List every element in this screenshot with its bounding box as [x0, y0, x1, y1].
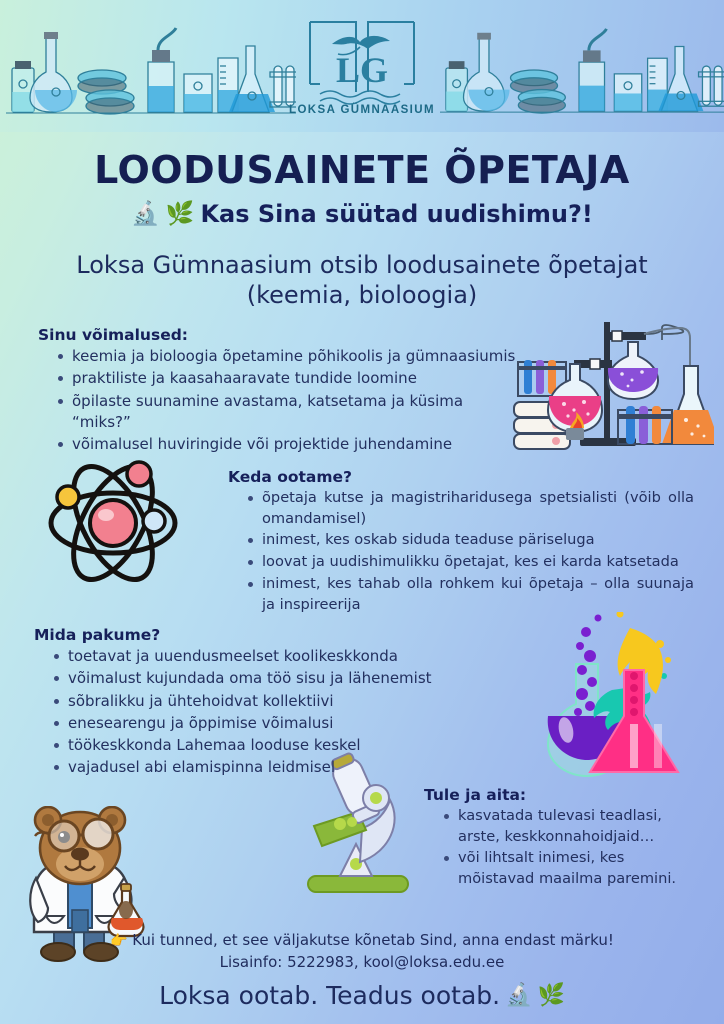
- section-mida-pakume: [34, 626, 434, 780]
- microscope-icon: 🔬: [505, 982, 533, 1008]
- list-item: toetavat ja uuendusmeelset koolikeskkonda: [54, 646, 434, 667]
- atom-illustration: [38, 452, 188, 594]
- list-item: võimalusel huviringide või projektide juhendamine: [58, 434, 518, 455]
- school-logo: [287, 14, 437, 130]
- list-item: kasvatada tulevasi teadlasi, arste, keskkonnahoidjaid…: [444, 806, 684, 847]
- herb-icon: 🌿: [165, 200, 195, 227]
- section-keda-ootame: [228, 468, 694, 616]
- lead-paragraph: [0, 250, 724, 310]
- pointing-hand-icon: 👉: [110, 933, 128, 949]
- lab-equipment-illustration: [508, 306, 714, 454]
- lead-line-1: Loksa Gümnaasium otsib loodusainete õpetajat: [76, 251, 648, 279]
- lead-line-2: (keemia, bioloogia): [246, 281, 478, 309]
- footer: [0, 930, 724, 1010]
- list-item: õpetaja kutse ja magistriharidusega spetsialisti (võib olla omandamisel): [248, 488, 694, 529]
- banner-glassware-left: [6, 16, 296, 122]
- section-tule-ja-aita: [424, 786, 684, 891]
- microscope-icon: 🔬: [131, 200, 160, 227]
- call-to-action-line: [0, 930, 724, 952]
- section-sinu-voimalused: [38, 326, 518, 456]
- list-item: töökeskkonda Lahemaa looduse keskel: [54, 735, 434, 756]
- section-heading: Mida pakume?: [34, 626, 161, 644]
- list-item: õpilaste suunamine avastama, katsetama ja küsima “miks?”: [58, 391, 518, 434]
- call-to-action-text: Kui tunned, et see väljakutse kõnetab Sind, anna endast märku!: [132, 931, 614, 949]
- closing-line: [0, 981, 724, 1010]
- list-item: praktiliste ja kaasahaaravate tundide loomine: [58, 368, 518, 389]
- section-heading: Sinu võimalused:: [38, 326, 188, 344]
- list-item: inimest, kes tahab olla rohkem kui õpetaja – olla suunaja ja inspireerija: [248, 574, 694, 615]
- section-list: [424, 806, 684, 890]
- section-list: [34, 646, 434, 779]
- list-item: võimalust kujundada oma töö sisu ja lähenemist: [54, 668, 434, 689]
- section-list: [38, 346, 518, 455]
- section-list: [228, 488, 694, 615]
- logo-initials: LG: [335, 50, 389, 90]
- list-item: loovat ja uudishimulikku õpetajat, kes ei karda katsetada: [248, 552, 694, 573]
- logo-book-seagull-icon: [298, 14, 426, 106]
- header-banner: [0, 0, 724, 132]
- list-item: inimest, kes oskab siduda teaduse päriseluga: [248, 530, 694, 551]
- list-item: enesearengu ja õppimise võimalusi: [54, 713, 434, 734]
- page-subtitle: [0, 200, 724, 228]
- list-item: või lihtsalt inimesi, kes mõistavad maailma paremini.: [444, 848, 684, 889]
- list-item: vajadusel abi elamispinna leidmisel: [54, 757, 434, 778]
- list-item: sõbralikku ja ühtehoidvat kollektiivi: [54, 691, 434, 712]
- page-title: LOODUSAINETE ÕPETAJA: [94, 148, 630, 192]
- section-heading: Keda ootame?: [228, 468, 353, 486]
- contact-line: Lisainfo: 5222983, kool@loksa.edu.ee: [219, 952, 505, 971]
- subtitle-text: Kas Sina süütad uudishimu?!: [200, 200, 593, 228]
- logo-wordmark: LOKSA GÜMNAASIUM: [289, 104, 435, 116]
- herb-icon: 🌿: [537, 982, 565, 1008]
- section-heading: Tule ja aita:: [424, 786, 527, 804]
- banner-glassware-right: [440, 16, 724, 122]
- list-item: keemia ja bioloogia õpetamine põhikoolis ja gümnaasiumis: [58, 346, 518, 367]
- reacting-flasks-illustration: [520, 612, 710, 782]
- closing-text: Loksa ootab. Teadus ootab.: [159, 980, 501, 1010]
